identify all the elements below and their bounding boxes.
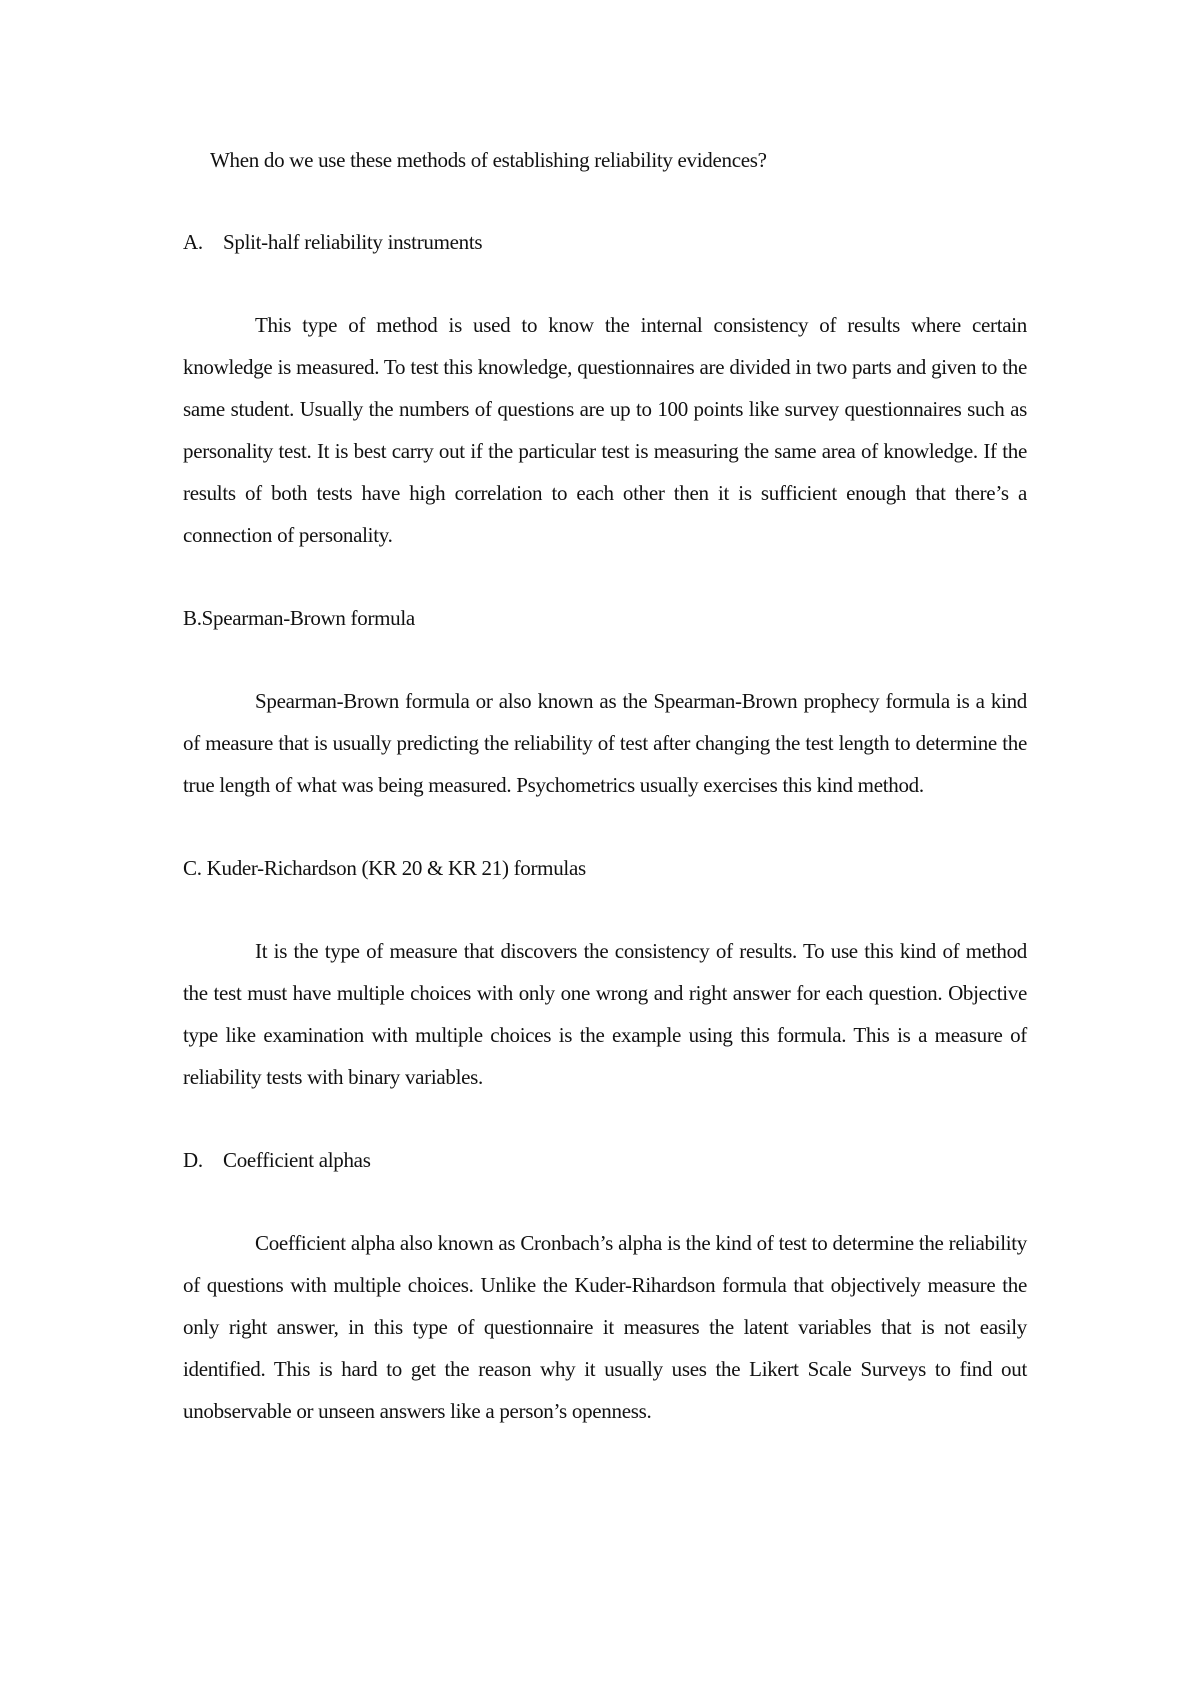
document-question: When do we use these methods of establishing reliability evidences?	[210, 148, 767, 172]
section-b-letter: B.	[183, 606, 202, 630]
section-a-title: Split-half reliability instruments	[223, 230, 483, 254]
section-b-title: Spearman-Brown formula	[201, 606, 415, 630]
section-c-letter: C.	[183, 856, 202, 880]
section-a-heading	[183, 222, 1027, 262]
section-d-title: Coefficient alphas	[223, 1148, 371, 1172]
section-c-heading	[183, 848, 1027, 888]
section-a-letter: A.	[183, 230, 203, 254]
section-b-heading	[183, 598, 1027, 638]
document-body	[183, 140, 1027, 1432]
section-b-paragraph: Spearman-Brown formula or also known as the Spearman-Brown prophecy formula is a kind of measure that is usually predicting the reliability of test after changing the test length to determine the true length of what was being measured. Psychometrics usually exercises this kind method.	[183, 689, 1027, 797]
section-d-paragraph: Coefficient alpha also known as Cronbach’s alpha is the kind of test to determine the reliability of questions with multiple choices. Unlike the Kuder-Rihardson formula that objectively measure the only right answer, in this type of questionnaire it measures the latent variables that is not easily identified. This is hard to get the reason why it usually uses the Likert Scale Surveys to find out unobservable or unseen answers like a person’s openness.	[183, 1231, 1027, 1423]
section-d-letter: D.	[183, 1148, 203, 1172]
section-c-title: Kuder-Richardson (KR 20 & KR 21) formulas	[206, 856, 586, 880]
section-c-paragraph: It is the type of measure that discovers the consistency of results. To use this kind of method the test must have multiple choices with only one wrong and right answer for each question. Objective type like examination with multiple choices is the example using this formula. This is a measure of reliability tests with binary variables.	[183, 939, 1027, 1089]
section-a-paragraph: This type of method is used to know the internal consistency of results where certain knowledge is measured. To test this knowledge, questionnaires are divided in two parts and given to the same student. Usually the numbers of questions are up to 100 points like survey questionnaires such as personality test. It is best carry out if the particular test is measuring the same area of knowledge. If the results of both tests have high correlation to each other then it is sufficient enough that there’s a connection of personality.	[183, 313, 1027, 547]
section-d-heading	[183, 1140, 1027, 1180]
